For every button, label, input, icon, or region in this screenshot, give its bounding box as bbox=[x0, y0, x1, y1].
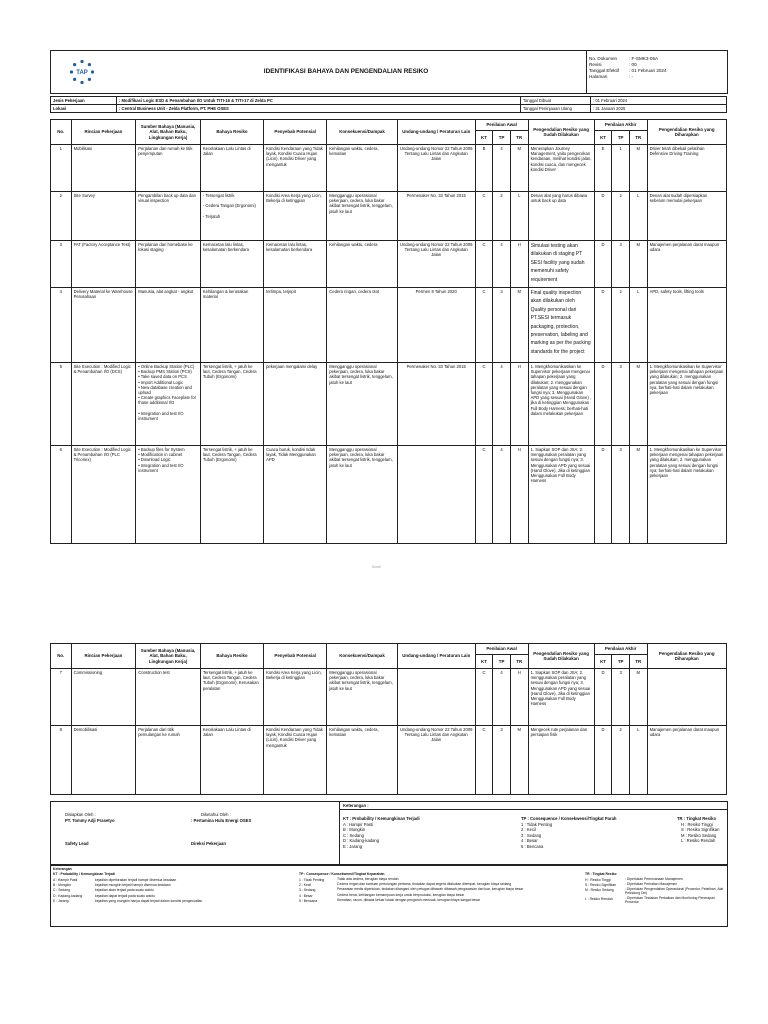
cell-penyebab: pekerjaan mengalami delay bbox=[264, 363, 327, 446]
legend-desc: : Diperlukan Perencanaan Manajemen bbox=[625, 877, 683, 881]
cell-pengendalian: Mengecek rute perjalanan dan persiapan fisik bbox=[528, 726, 594, 795]
legend-desc: kejadian yang mungkin hanya dapat terjadi dalam kondisi pengecualian bbox=[95, 898, 203, 903]
legend-row bbox=[53, 888, 293, 892]
tgl-ulang-value: : 31 Januari 2025 bbox=[591, 105, 727, 113]
bottom-kt-title: KT : Probability / Kemungkinan Terjadi bbox=[53, 872, 116, 876]
col-header-tr: TR bbox=[510, 130, 528, 144]
col-header-uu: Undang-undang / Peraturan Lain bbox=[397, 644, 475, 669]
cell-rincian: Site Survey bbox=[71, 192, 136, 241]
cell-tp2: 3 bbox=[612, 446, 630, 544]
legend-desc: kejadian dapat terjadi pada suatu waktu bbox=[95, 893, 155, 898]
table-row bbox=[51, 192, 727, 241]
disiapkan-label: Disiapkan Oleh : bbox=[65, 812, 96, 817]
col-header-tp: TP bbox=[493, 654, 511, 668]
company-logo bbox=[69, 59, 95, 85]
document-meta bbox=[589, 56, 724, 80]
tgl-dibuat-label: Tanggal Dibuat bbox=[521, 97, 591, 105]
cell-tr: H bbox=[510, 241, 528, 288]
col-header-no: No. bbox=[51, 644, 72, 669]
cell-rincian: Site Execution : Modified Logic & Penambahan I/O (DCS) bbox=[71, 363, 136, 446]
legend-item: 2 : Kecil bbox=[521, 827, 536, 833]
col-header-akhir: Penilaian Akhir bbox=[594, 120, 647, 131]
cell-sumber: Perjalanan dari homebase ke lokasi staging bbox=[136, 241, 201, 288]
table-row bbox=[51, 363, 727, 446]
legend-row bbox=[299, 888, 549, 892]
cell-kt: C bbox=[475, 669, 493, 726]
cell-no: 4 bbox=[51, 288, 72, 363]
svg-text:TAP: TAP bbox=[76, 70, 88, 76]
col-header-konsekuensi: Konsekuensi/Dampak bbox=[327, 644, 398, 669]
cell-konsekuensi: Mengganggu operasional pekerjaan, cedera, luka bakar akibat tersengat listrik, tenggelam, jatuh ke laut bbox=[327, 363, 398, 446]
meta-value: : F-SMK3-06A bbox=[629, 56, 659, 61]
legend-key: 2 : Kecil bbox=[299, 883, 312, 888]
signer-role-2: Direksi Pekerjaan bbox=[191, 841, 226, 846]
cell-tr: M bbox=[510, 726, 528, 795]
table-row bbox=[51, 241, 727, 288]
cell-sumber: Construction test bbox=[136, 669, 201, 726]
cell-kt: C bbox=[475, 288, 493, 363]
risk-table-page2 bbox=[50, 643, 727, 795]
cell-rincian: Commissioning bbox=[71, 669, 136, 726]
legend-key: A : Hampir Pasti bbox=[53, 878, 78, 882]
cell-tr2: L bbox=[629, 726, 647, 795]
bottom-legend-box bbox=[50, 865, 728, 927]
cell-no: 1 bbox=[51, 145, 72, 192]
cell-tr: H bbox=[510, 363, 528, 446]
cell-penyebab: Kondisi Area Kerja yang Licin, Bekerja di ketinggian bbox=[264, 192, 327, 241]
divider bbox=[586, 51, 587, 93]
col-header-sumber: Sumber Bahaya (Manusia, Alat, Bahan Baku, Lingkungan Kerja) bbox=[136, 120, 201, 145]
tp-list bbox=[521, 822, 552, 849]
legend-key: S : Resiko Signifikan bbox=[585, 883, 617, 888]
cell-kt2: D bbox=[594, 288, 612, 363]
table-row bbox=[51, 288, 727, 363]
cell-tp: 4 bbox=[493, 145, 511, 192]
col-header-tp: TP bbox=[612, 654, 630, 668]
cell-sumber: • Online Backup Station (PLC) • Backup PMS Station (PCS) • Take saved data on PCS • Import Additional Logic • New database creation and upload • Create graphics Faceplate for those additional I/O • Integration and test I/O instrument bbox=[136, 363, 201, 446]
cell-sumber: Perjalanan dari rumah ke titik penjemputan bbox=[136, 145, 201, 192]
legend-desc: Kematian, racun, dibawa keluar lokasi dengan pengaruh merusak, kerugian biaya sangat besar bbox=[337, 897, 481, 902]
cell-bahaya: Kecelakaan Lalu Lintas di Jalan bbox=[200, 145, 263, 192]
cell-pengendalian: Simulasi testing akan dilakukan di staging PT SESI facility yang sudah memenuhi safety requirement bbox=[528, 241, 594, 288]
cell-konsekuensi: Mengganggu operasional pekerjaan, cedera, luka bakar akibat tersengat listrik, tenggelam, jatuh ke laut bbox=[327, 192, 398, 241]
cell-konsekuensi: Kehilangan waktu, cedera, kematian bbox=[327, 145, 398, 192]
meta-value: : 00 bbox=[629, 62, 637, 67]
legend-desc: Cedera berat, kehilangan kemampuan kerja untuk berproduksi, kerugian biaya besar bbox=[337, 892, 465, 897]
cell-uu: Undang-undang Nomor 22 Tahun 2009 Tentang Lalu Lintas dan Angkutan Jalan bbox=[397, 145, 475, 192]
cell-konsekuensi: Kehilangan waktu, cedera, kematian bbox=[327, 726, 398, 795]
col-header-diharapkan: Pengendalian Resiko yang Diharapkan bbox=[647, 644, 726, 669]
cell-pengendalian: 1. Mengkhomunikasikan ke Supervisor pekerjaan mengenai tahapan pekerjaan yang dilakukan; 2. menggunakan peralatan yang sesuai dengan fungsi nya; 3. Menggunakan APD yang sesuai (Hand Glove) , jika di ketinggian Menggunakan Full Body Harness; berhati-hati dalam melakukan pekerjaan bbox=[528, 363, 594, 446]
cell-uu: Undang-undang Nomor 22 Tahun 2009 Tentang Lalu Lintas dan Angkutan Jalan bbox=[397, 241, 475, 288]
lokasi-label: Lokasi bbox=[51, 105, 117, 113]
cell-tr2: M bbox=[629, 446, 647, 544]
cell-pengendalian: 1. Siapkan SOP dan JSA; 2. menggunakan peralatan yang sesuai dengan fungsi nya; 3. Menggunakan APD yang sesuai (Hand Glove), Jika di ketinggian Menggunakan Full Body Harness bbox=[528, 669, 594, 726]
meta-value: : - bbox=[629, 74, 634, 79]
cell-tr2: M bbox=[629, 669, 647, 726]
legend-key: 4 : Besar bbox=[299, 893, 313, 898]
bottom-tp-list bbox=[299, 878, 549, 904]
cell-kt: C bbox=[475, 446, 493, 544]
cell-bahaya: Tersengat listrik, + jatuh ke laut, Cedera Tangan, Cedera Tubuh (Ergonomi), Kerusakan peralatan bbox=[200, 669, 263, 726]
legend-item: 5 : Bencana bbox=[521, 843, 544, 849]
legend-item: A : Hampir Pasti bbox=[343, 822, 374, 827]
cell-tp: 4 bbox=[493, 363, 511, 446]
jenis-label: Jenis Pekerjaan bbox=[51, 97, 117, 105]
cell-tr2: M bbox=[629, 363, 647, 446]
col-header-akhir: Penilaian Akhir bbox=[594, 644, 647, 655]
cell-penyebab: Kemacetan lalu lintas, kesalamatan berkendara bbox=[264, 241, 327, 288]
col-header-penyebab: Penyebab Potensial bbox=[264, 120, 327, 145]
cell-tp: 3 bbox=[493, 288, 511, 363]
legend-desc: : Diperlukan Pengendalian Operasional (Prosedur, Pelatihan, Alat Pelindung Diri) bbox=[625, 887, 724, 896]
legend-item: M : Resiko Sedang bbox=[681, 832, 717, 838]
col-header-pengendalian: Pengendalian Resiko yang Sudah Dilakukan bbox=[528, 644, 594, 669]
col-header-tp: TP bbox=[612, 130, 630, 144]
cell-konsekuensi: Kehilangan waktu, cedera bbox=[327, 241, 398, 288]
legend-key: M : Resiko Sedang bbox=[585, 888, 614, 893]
signature-legend-box bbox=[50, 801, 728, 865]
cell-bahaya: Tersengat listrik, + jatuh ke laut, Cedera Tangan, Cedera Tubuh (Ergonomi) bbox=[200, 363, 263, 446]
cell-kt: C bbox=[475, 363, 493, 446]
cell-tr: H bbox=[510, 669, 528, 726]
cell-bahaya: Kehilangan & kerusakan material bbox=[200, 288, 263, 363]
cell-konsekuensi: Mengganggu operasional pekerjaan, cedera, luka bakar akibat tersengat listrik, tenggelam, jatuh ke laut bbox=[327, 669, 398, 726]
col-header-kt: KT bbox=[475, 130, 493, 144]
col-header-rincian: Rincian Pekerjaan bbox=[71, 644, 136, 669]
legend-row bbox=[53, 878, 293, 882]
cell-tr2: L bbox=[629, 288, 647, 363]
cell-rincian: Demobilisasi bbox=[71, 726, 136, 795]
legend-desc: kejadian akan terjadi pada suatu waktu bbox=[95, 888, 154, 893]
cell-uu: Undang-undang Nomor 22 Tahun 2009 Tentang Lalu Lintas dan Angkutan Jalan bbox=[397, 726, 475, 795]
diketahui-label: Diketahui Oleh : bbox=[201, 812, 231, 817]
bottom-title: Keterangan bbox=[53, 867, 72, 871]
cell-tp2: 3 bbox=[612, 669, 630, 726]
tgl-ulang-label: Tanggal Peninjauan Ulang bbox=[521, 105, 591, 113]
cell-tp2: 2 bbox=[612, 726, 630, 795]
col-header-bahaya: Bahaya Resiko bbox=[200, 120, 263, 145]
cell-kt2: D bbox=[594, 192, 612, 241]
cell-tr: H bbox=[510, 446, 528, 544]
cell-sumber: Pengambilan back up data dan visual inspection bbox=[136, 192, 201, 241]
cell-kt2: D bbox=[594, 446, 612, 544]
cell-sumber: • Backup files for System • Modification in cabinet • Download Logic • Integration and test I/O instrument bbox=[136, 446, 201, 544]
meta-label: Halaman bbox=[589, 74, 608, 79]
tp-title: TP : Consequence / Konsekwensi/Tingkat Parah bbox=[521, 816, 617, 821]
cell-sumber: Manusia, alat angkat - angkut bbox=[136, 288, 201, 363]
signer-name-1: PT. Tommy Adji Prasetyo bbox=[65, 818, 115, 823]
cell-rincian: Site Execution : Modified Logic & Penambahan I/O (PLC Triconex) bbox=[71, 446, 136, 544]
cell-no: 7 bbox=[51, 669, 72, 726]
bottom-tr-list bbox=[585, 878, 725, 906]
logo-icon bbox=[69, 59, 95, 85]
cell-uu: Permenaker No. 33 Tahun 2015 bbox=[397, 363, 475, 446]
legend-item: L : Resiko Rendah bbox=[681, 838, 716, 844]
tgl-dibuat-value: : 01 Februari 2024 bbox=[591, 97, 727, 105]
legend-row bbox=[53, 894, 293, 898]
keterangan-title: Keterangan : bbox=[343, 803, 369, 808]
cell-diharapkan: 1. Mengkhomunikasikan ke Supervisor pekerjaan mengenai tahapan pekerjaan yang dilakukan; 2. menggunakan peralatan yang sesuai dengan fungsi nya; berhati-hati dalam melakukan pekerjaan bbox=[647, 363, 726, 446]
cell-diharapkan: 1. Mengkhomunikasikan ke Supervisor pekerjaan mengenai tahapan pekerjaan yang dilakukan; 2. menggunakan peralatan yang sesuai dengan fungsi nya; berhati-hati dalam melakukan pekerjaan bbox=[647, 446, 726, 544]
page-separator: Scroll bbox=[372, 565, 381, 569]
cell-konsekuensi: Cedera ringan, cedera otot bbox=[327, 288, 398, 363]
legend-row bbox=[53, 883, 293, 887]
cell-rincian: Delivery Material ke Warehouse Perusahaan bbox=[71, 288, 136, 363]
cell-bahaya: Tersengat listrik, + jatuh ke laut, Cedera Tangan, Cedera Tubuh (Ergonomi) bbox=[200, 446, 263, 544]
cell-tp: 2 bbox=[493, 192, 511, 241]
divider bbox=[339, 802, 340, 864]
legend-key: L : Resiko Rendah bbox=[585, 897, 613, 901]
cell-tr2: M bbox=[629, 241, 647, 288]
legend-item: 3 : Sedang bbox=[521, 832, 542, 838]
cell-kt2: D bbox=[594, 363, 612, 446]
meta-label: Tanggal Efektif bbox=[589, 68, 620, 73]
legend-desc: kejadian mungkin terjadi hampir disemua keadaan bbox=[95, 883, 171, 888]
legend-item: B : Mungkin bbox=[343, 827, 366, 833]
legend-desc: Tidak ada cedera, kerugian biaya rendah bbox=[337, 877, 399, 881]
cell-no: 8 bbox=[51, 726, 72, 795]
legend-row bbox=[53, 899, 293, 903]
cell-pengendalian: 1. Siapkan SOP dan JSA; 2. menggunakan peralatan yang sesuai dengan fungsi nya; 3. Menggunakan APD yang sesuai (Hand Glove), Jika di ketinggian Menggunakan Full Body Harness bbox=[528, 446, 594, 544]
col-header-uu: Undang-undang / Peraturan Lain bbox=[397, 120, 475, 145]
cell-kt2: D bbox=[594, 726, 612, 795]
legend-item: 1 : Tidak Penting bbox=[521, 822, 553, 827]
cell-penyebab: Kondisi Kendaraan yang Tidak layak, Kondisi Cuaca Hujan (Licin), Kondisi Driver yang mengantuk bbox=[264, 145, 327, 192]
cell-kt: C bbox=[475, 241, 493, 288]
cell-pengendalian: Denan alat yang harus dibawa untuk back up data bbox=[528, 192, 594, 241]
document-title: IDENTIFIKASI BAHAYA DAN PENGENDALIAN RESIKO bbox=[263, 68, 429, 75]
cell-tr2: M bbox=[629, 145, 647, 192]
table-row bbox=[51, 446, 727, 544]
cell-pengendalian: Menerapkan Journey Management, yaitu pengecekan kendaraan, melihat kondisi jalan, kondisi cuaca, dan mengecek kondisi Driver bbox=[528, 145, 594, 192]
cell-uu bbox=[397, 446, 475, 544]
meta-label: Revisi bbox=[589, 62, 602, 67]
cell-bahaya: - Tersengat listrik - Cedera Tangan (Ergonomi) - Terjatuh bbox=[200, 192, 263, 241]
legend-item: C : Sedang bbox=[343, 832, 364, 838]
cell-tp2: 3 bbox=[612, 363, 630, 446]
col-header-diharapkan: Pengendalian Resiko yang Diharapkan bbox=[647, 120, 726, 145]
col-header-kt: KT bbox=[594, 130, 612, 144]
cell-kt2: E bbox=[594, 145, 612, 192]
col-header-kt: KT bbox=[475, 654, 493, 668]
tr-list bbox=[681, 822, 719, 844]
tr-title: TR : Tingkat Resiko bbox=[677, 816, 717, 821]
cell-tp2: 2 bbox=[612, 288, 630, 363]
cell-diharapkan: Driver telah dibekali pelatihan Defensive Driving Training bbox=[647, 145, 726, 192]
cell-kt: C bbox=[475, 726, 493, 795]
signer-name-2: : Pertamina Hulu Energi OSES bbox=[191, 818, 252, 823]
divider bbox=[339, 809, 727, 810]
legend-row bbox=[585, 888, 725, 896]
col-header-tr: TR bbox=[629, 654, 647, 668]
col-header-konsekuensi: Konsekuensi/Dampak bbox=[327, 120, 398, 145]
cell-tp2: 3 bbox=[612, 241, 630, 288]
cell-tr: M bbox=[510, 288, 528, 363]
legend-desc: : Diperlukan Tindakan Perbaikan dan Monitoring Penerapan Prosedur bbox=[625, 896, 715, 904]
col-header-rincian: Rincian Pekerjaan bbox=[71, 120, 136, 145]
cell-no: 5 bbox=[51, 363, 72, 446]
cell-no: 6 bbox=[51, 446, 72, 544]
cell-uu bbox=[397, 669, 475, 726]
legend-desc: Perawatan medis diperlukan, tindakan ditangani oleh petugas dibawah dibawah pengawasan dari luar, kerugian biaya besar bbox=[337, 887, 524, 892]
cell-penyebab: Cuaca buruk, kondisi tidak layak, Tidak Menggunakan APD bbox=[264, 446, 327, 544]
legend-item: S : Resiko Signifikan bbox=[681, 827, 720, 833]
cell-uu: Permenaker No. 33 Tahun 2015 bbox=[397, 192, 475, 241]
legend-key: D : Kadang-kadang bbox=[53, 893, 83, 898]
legend-row bbox=[585, 897, 725, 905]
cell-tp2: 2 bbox=[612, 192, 630, 241]
cell-no: 3 bbox=[51, 241, 72, 288]
risk-table-page1 bbox=[50, 119, 727, 544]
legend-desc: : Diperlukan Perhatian Manajemen bbox=[625, 882, 678, 887]
meta-row bbox=[589, 74, 724, 80]
cell-penyebab: Kondisi Kendaraan yang Tidak layak, Kondisi Cuaca Hujan (Licin), Kondisi Driver yang mengantuk bbox=[264, 726, 327, 795]
cell-rincian: FAT (Factory Acceptance Test) bbox=[71, 241, 136, 288]
cell-penyebab: Kondisi Area Kerja yang Licin, Bekerja di ketinggian bbox=[264, 669, 327, 726]
bottom-kt-list bbox=[53, 878, 293, 904]
cell-penyebab: terlimpa, terjepit bbox=[264, 288, 327, 363]
cell-tp2: 1 bbox=[612, 145, 630, 192]
legend-desc: kejadian diperkirakan terjadi hampir disemua keadaan bbox=[95, 878, 177, 882]
legend-item: D : Kadang-kadang bbox=[343, 838, 380, 844]
cell-kt2: D bbox=[594, 669, 612, 726]
cell-tp: 4 bbox=[493, 241, 511, 288]
kt-list bbox=[343, 822, 379, 849]
legend-key: 3 : Sedang bbox=[299, 888, 316, 893]
col-header-sumber: Sumber Bahaya (Manusia, Alat, Bahan Baku, Lingkungan Kerja) bbox=[136, 644, 201, 669]
cell-no: 2 bbox=[51, 192, 72, 241]
col-header-tp: TP bbox=[493, 130, 511, 144]
bottom-tr-title: TR : Tingkat Resiko bbox=[585, 872, 617, 876]
cell-sumber: Perjalanan dari titik pemulangan ke rumah bbox=[136, 726, 201, 795]
legend-row bbox=[299, 899, 549, 903]
legend-key: B : Mungkin bbox=[53, 883, 71, 888]
legend-desc: Cedera ringan dan bantuan pertolongan pertama, tindakan dapat segera dilakukan ditempat, kerugian biaya sedang bbox=[337, 882, 512, 887]
cell-uu: Permen 8 Tahun 2020 bbox=[397, 288, 475, 363]
col-header-pengendalian: Pengendalian Resiko yang Sudah Dilakukan bbox=[528, 120, 594, 145]
table-row bbox=[51, 726, 727, 795]
legend-key: 5 : Bencana bbox=[299, 898, 318, 903]
jenis-value: : Modifikasi Logic ESD & Penambahan I/O Untuk TITI-16 & TITI-17 di Zelda PC bbox=[117, 97, 521, 105]
cell-kt: C bbox=[475, 192, 493, 241]
col-header-awal: Penilaian Awal bbox=[475, 644, 528, 655]
col-header-tr: TR bbox=[510, 654, 528, 668]
col-header-penyebab: Penyebab Potensial bbox=[264, 644, 327, 669]
col-header-no: No. bbox=[51, 120, 72, 145]
cell-diharapkan bbox=[647, 669, 726, 726]
legend-item: 4 : Besar bbox=[521, 838, 538, 844]
col-header-awal: Penilaian Awal bbox=[475, 120, 528, 131]
cell-diharapkan: APD, safety tools, lifting tools bbox=[647, 288, 726, 363]
legend-item: E : Jarang bbox=[343, 843, 363, 849]
legend-item: H : Resiko Tinggi bbox=[681, 822, 713, 827]
cell-kt: B bbox=[475, 145, 493, 192]
cell-kt2: D bbox=[594, 241, 612, 288]
cell-bahaya: Kemacetan lalu lintas, kesalamatan berkendara bbox=[200, 241, 263, 288]
cell-konsekuensi: Mengganggu operasional pekerjaan, cedera, luka bakar akibat tersengat listrik, tenggelam, jatuh ke laut bbox=[327, 446, 398, 544]
table-row bbox=[51, 145, 727, 192]
signer-role-1: Safety Lead bbox=[65, 841, 89, 846]
cell-tr2: L bbox=[629, 192, 647, 241]
cell-tp: 4 bbox=[493, 669, 511, 726]
meta-value: : 01 Februari 2024 bbox=[629, 68, 667, 73]
cell-diharapkan: Manajemen perjalanan darat maupun udara bbox=[647, 726, 726, 795]
cell-tr: L bbox=[510, 192, 528, 241]
legend-key: E : Jarang bbox=[53, 898, 69, 903]
table-row bbox=[51, 669, 727, 726]
cell-tp: 4 bbox=[493, 446, 511, 544]
cell-diharapkan: Manajemen perjalanan darat maupun udara bbox=[647, 241, 726, 288]
cell-tr: M bbox=[510, 145, 528, 192]
cell-tp: 3 bbox=[493, 726, 511, 795]
legend-key: 1 : Tidak Penting bbox=[299, 878, 325, 882]
col-header-kt: KT bbox=[594, 654, 612, 668]
cell-pengendalian: Final quality inspection akan dilakukan oleh Quality personal dari PT.SESI termasuk packaging, protection, preservation, labeling and marking as per the packing standards for the project bbox=[528, 288, 594, 363]
legend-key: C : Sedang bbox=[53, 888, 70, 893]
job-info-table bbox=[50, 96, 727, 113]
lokasi-value: : Central Business Unit - Zelda Platform, PT. PHE OSES bbox=[117, 105, 521, 113]
bottom-tp-title: TP : Consequence / Konsekwensi/Tingkat Keparahan bbox=[299, 872, 385, 876]
col-header-tr: TR bbox=[629, 130, 647, 144]
legend-key: H : Resiko Tinggi bbox=[585, 878, 611, 882]
kt-title: KT : Probability / Kemungkinan Terjadi bbox=[343, 816, 420, 821]
cell-rincian: Mobilisasi bbox=[71, 145, 136, 192]
document-header bbox=[50, 50, 728, 94]
cell-bahaya: Kecelakaan Lalu Lintas di Jalan bbox=[200, 726, 263, 795]
cell-diharapkan: Denan alat sudah dipersiapkan sebelum memulai pekerjaan bbox=[647, 192, 726, 241]
col-header-bahaya: Bahaya Resiko bbox=[200, 644, 263, 669]
meta-label: No. Dokumen bbox=[589, 56, 618, 61]
